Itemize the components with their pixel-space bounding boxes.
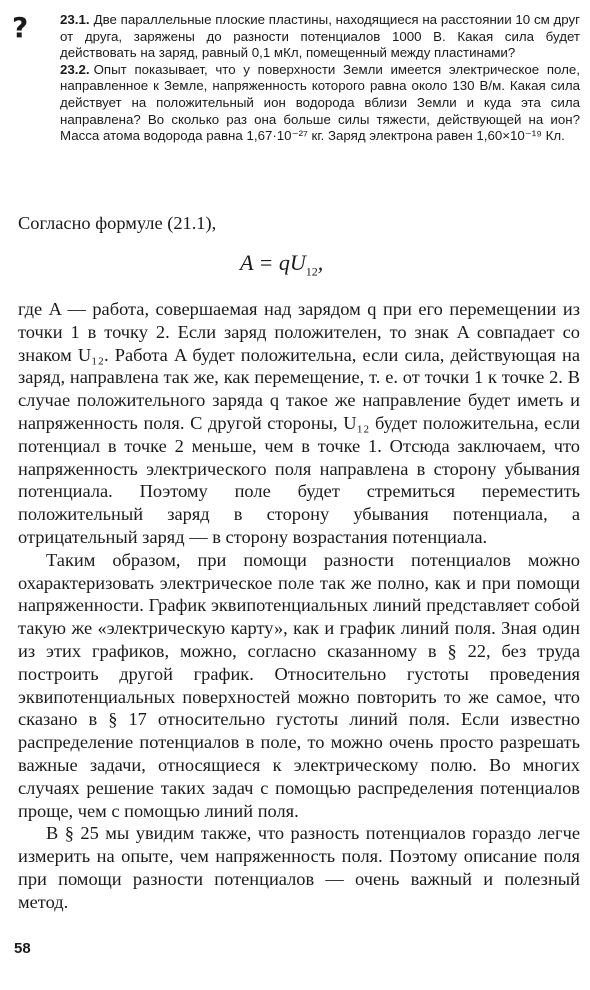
paragraph: Таким образом, при помощи разности потенциалов можно охарактеризовать электрическое поле так же полно, как и при помощи напряженности. График эквипотенциальных линий представляет собой такую же «электрическую карту», как и график линий поля. Зная один из этих графиков, можно, согласно сказанному в § 22, без труда построить другой график. Относительно густоты проведения эквипотенциальных поверхностей можно повторить то же самое, что сказано в § 17 относительно густоты линий поля. Если известно распределение потенциалов в поле, то можно очень просто разрешать важные задачи, относящиеся к электрическому полю. Во многих случаях решение таких задач с помощью распределения потенциалов проще, чем с помощью линий поля.: [18, 549, 580, 821]
intro-text: Согласно формуле (21.1),: [18, 213, 217, 233]
problem-text: Две параллельные плоские пластины, находящиеся на расстоянии 10 см друг от друга, заряжены до разности потенциалов 1000 В. Какая сила будет действовать на заряд, равный 0,1 мКл, помещенный между пластинами?: [60, 12, 580, 61]
problem-item: [60, 62, 580, 145]
page-number: 58: [14, 940, 31, 957]
intro-line: [18, 212, 580, 235]
body-text: [18, 298, 580, 914]
formula: [240, 250, 323, 279]
problem-text: Опыт показывает, что у поверхности Земли имеется электрическое поле, направленное к Земле, напряженность которого равна около 130 В/м. Какая сила действует на положительный ион водорода вблизи Земли и куда эта сила направлена? Во сколько раз она больше силы тяжести, действующей на ион? Масса атома водорода равна 1,67·10⁻²⁷ кг. Заряд электрона равен 1,60×10⁻¹⁹ Кл.: [60, 61, 580, 144]
question-mark-icon: ?: [12, 11, 29, 44]
paragraph: где A — работа, совершаемая над зарядом q при его перемещении из точки 1 в точку 2. Если заряд положителен, то знак A совпадает со знаком U₁₂. Работа A будет положительна, если сила, действующая на заряд, направлена так же, как перемещение, т. е. от точки 1 к точке 2. В случае положительного заряда q такое же направление будет иметь и напряженность поля. С другой стороны, U₁₂ будет положительна, если потенциал в точке 2 меньше, чем в точке 1. Отсюда заключаем, что напряженность электрического поля направлена в сторону убывания потенциала. Поэтому поле будет стремиться переместить положительный заряд в сторону убывания потенциала, а отрицательный заряд — в сторону возрастания потенциала.: [18, 299, 580, 547]
formula-body: A = qU: [240, 250, 306, 275]
formula-tail: ,: [317, 250, 324, 275]
problem-number: 23.1.: [60, 12, 90, 27]
problem-item: [60, 12, 580, 62]
formula-subscript: 12: [305, 264, 318, 279]
problems-block: [60, 12, 580, 145]
paragraph: В § 25 мы увидим также, что разность потенциалов гораздо легче измерить на опыте, чем напряженность поля. Поэтому описание поля при помощи разности потенциалов — очень важный и полезный метод.: [18, 823, 580, 912]
problem-number: 23.2.: [60, 61, 90, 77]
